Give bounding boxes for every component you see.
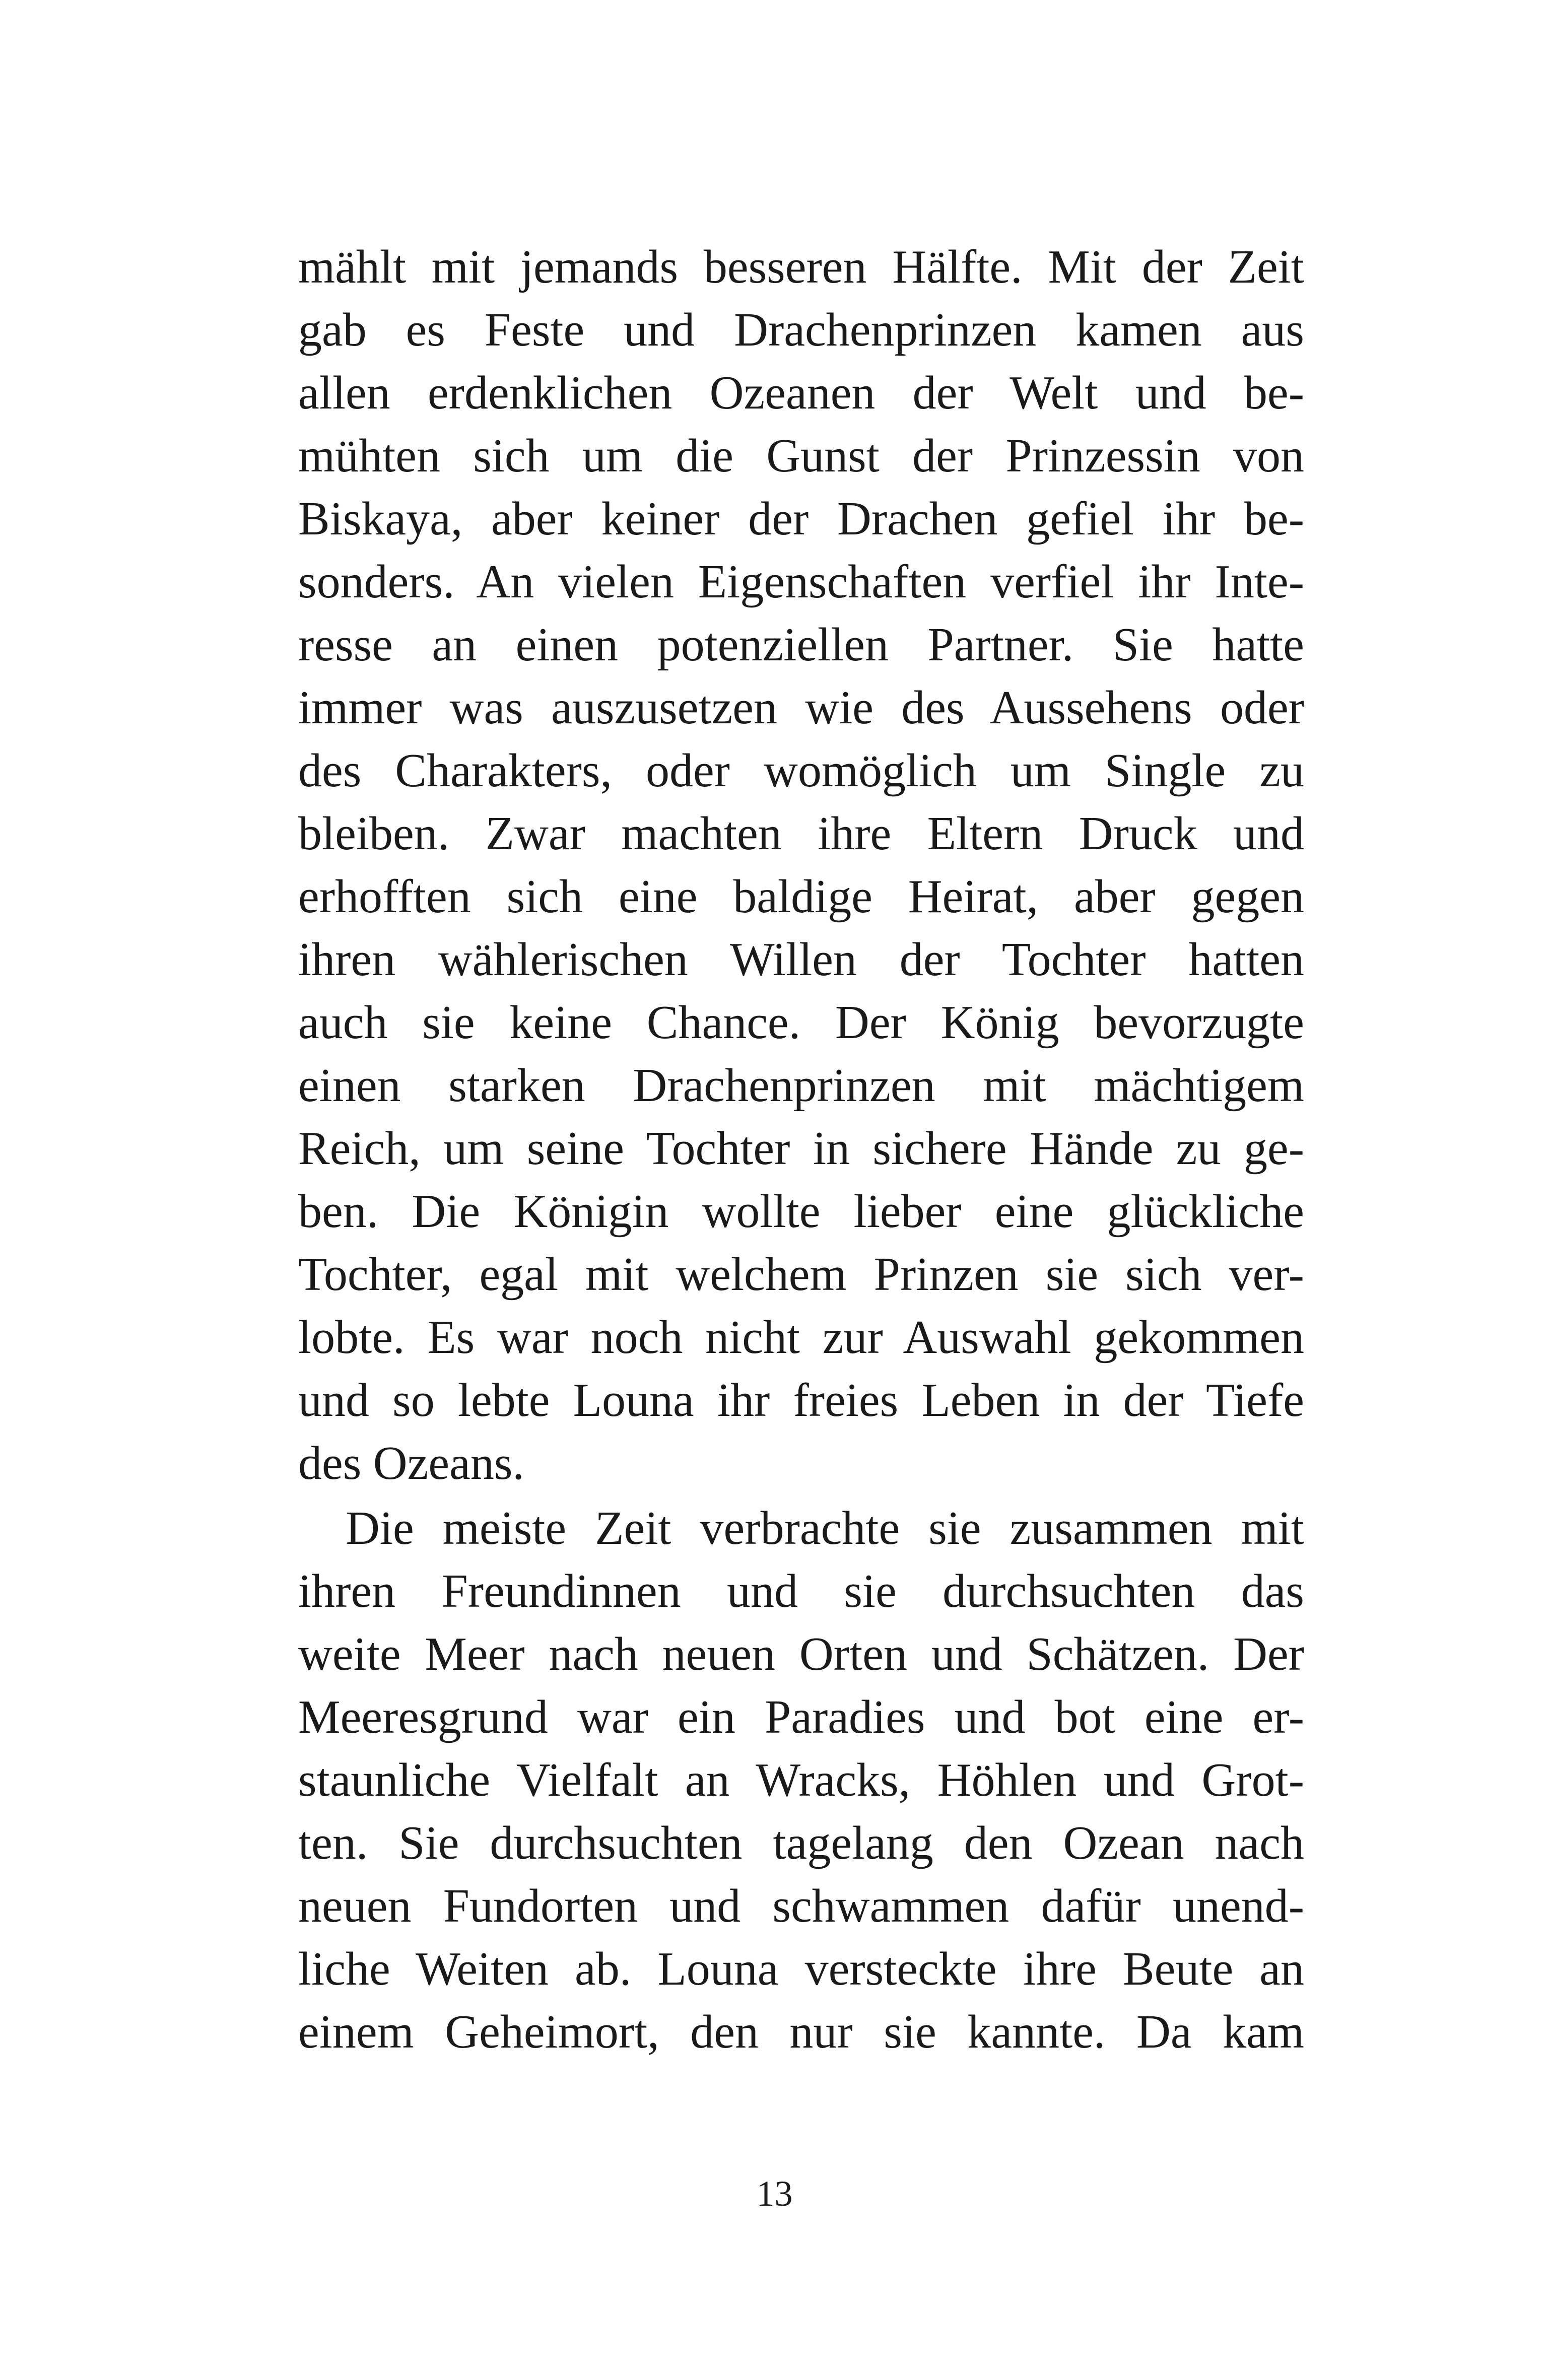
text-line: ten. Sie durchsuchten tagelang den Ozean nach [298, 1817, 1304, 1869]
text-line: weite Meer nach neuen Orten und Schätzen. Der [298, 1628, 1304, 1680]
text-line: einem Geheimort, den nur sie kannte. Da kam [298, 2006, 1304, 2058]
text-line: ben. Die Königin wollte lieber eine glückliche [298, 1185, 1304, 1238]
text-line: neuen Fundorten und schwammen dafür unend- [298, 1880, 1304, 1932]
text-line: staunliche Vielfalt an Wracks, Höhlen und Grot- [298, 1754, 1304, 1806]
text-line: Biskaya, aber keiner der Drachen gefiel ihr be- [298, 493, 1304, 545]
page-number: 13 [756, 2173, 793, 2214]
text-line: allen erdenklichen Ozeanen der Welt und be- [298, 367, 1304, 419]
text-line: des Ozeans. [298, 1437, 524, 1489]
text-line: bleiben. Zwar machten ihre Eltern Druck und [298, 807, 1304, 860]
text-line: ihren Freundinnen und sie durchsuchten das [298, 1565, 1304, 1617]
text-line: des Charakters, oder womöglich um Single zu [298, 744, 1304, 797]
text-line: mühten sich um die Gunst der Prinzessin von [298, 430, 1304, 482]
text-line: ihren wählerischen Willen der Tochter hatten [298, 933, 1304, 986]
text-line: Die meiste Zeit verbrachte sie zusammen mit [346, 1502, 1304, 1554]
text-line: Reich, um seine Tochter in sichere Hände zu ge- [298, 1122, 1304, 1175]
text-line: Meeresgrund war ein Paradies und bot eine er- [298, 1691, 1304, 1743]
text-line: mählt mit jemands besseren Hälfte. Mit der Zeit [298, 241, 1304, 293]
paragraph [298, 236, 1304, 1495]
paragraph [298, 1497, 1304, 2064]
text-line: einen starken Drachenprinzen mit mächtigem [298, 1059, 1304, 1112]
text-line: Tochter, egal mit welchem Prinzen sie sich ver- [298, 1248, 1304, 1301]
text-line: immer was auszusetzen wie des Aussehens oder [298, 682, 1304, 734]
text-line: und so lebte Louna ihr freies Leben in der Tiefe [298, 1374, 1304, 1426]
body-text [298, 236, 1304, 2064]
text-line: gab es Feste und Drachenprinzen kamen aus [298, 304, 1304, 356]
text-line: lobte. Es war noch nicht zur Auswahl gekommen [298, 1311, 1304, 1364]
text-line: resse an einen potenziellen Partner. Sie hatte [298, 619, 1304, 671]
text-line: erhofften sich eine baldige Heirat, aber gegen [298, 870, 1304, 923]
text-line: sonders. An vielen Eigenschaften verfiel ihr Inte- [298, 556, 1304, 608]
text-line: liche Weiten ab. Louna versteckte ihre Beute an [298, 1943, 1304, 1995]
text-line: auch sie keine Chance. Der König bevorzugte [298, 996, 1304, 1049]
